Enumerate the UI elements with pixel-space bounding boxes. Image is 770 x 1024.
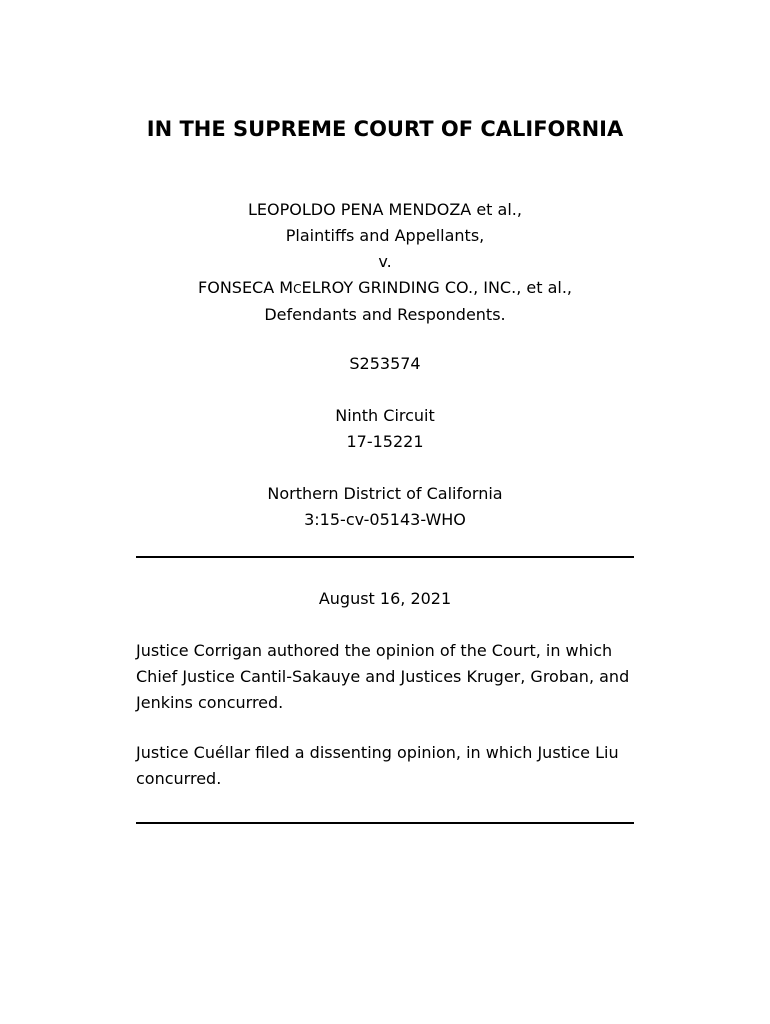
district-name: Northern District of California <box>267 484 503 503</box>
horizontal-divider-bottom <box>136 822 634 824</box>
dissent-opinion-statement: Justice Cuéllar filed a dissenting opinion, in which Justice Liu concurred. <box>136 743 619 788</box>
respondents-name-smallcap: C <box>293 282 302 296</box>
district-number: 3:15-cv-05143-WHO <box>304 510 466 529</box>
respondents-name <box>136 275 634 302</box>
court-title: IN THE SUPREME COURT OF CALIFORNIA <box>146 117 624 141</box>
horizontal-divider-top <box>136 556 634 558</box>
district-block <box>136 481 634 533</box>
appellants-role: Plaintiffs and Appellants, <box>285 226 485 245</box>
appellants-name: LEOPOLDO PENA MENDOZA et al., <box>248 200 522 219</box>
circuit-number: 17-15221 <box>346 432 424 451</box>
respondents-name-prefix: FONSECA M <box>198 278 294 297</box>
respondents-name-suffix: ELROY GRINDING CO., INC., et al., <box>301 278 572 297</box>
case-number: S253574 <box>349 354 421 373</box>
versus-label: v. <box>378 252 392 271</box>
circuit-block <box>136 403 634 455</box>
circuit-name: Ninth Circuit <box>335 406 435 425</box>
date-block <box>136 586 634 612</box>
opinion-date: August 16, 2021 <box>318 589 452 608</box>
majority-opinion-statement: Justice Corrigan authored the opinion of the Court, in which Chief Justice Cantil-Sakauye and Justices Kruger, Groban, and Jenkins concurred. <box>136 641 630 712</box>
case-number-block <box>136 351 634 377</box>
case-parties <box>136 197 634 328</box>
respondents-role: Defendants and Respondents. <box>264 305 506 324</box>
